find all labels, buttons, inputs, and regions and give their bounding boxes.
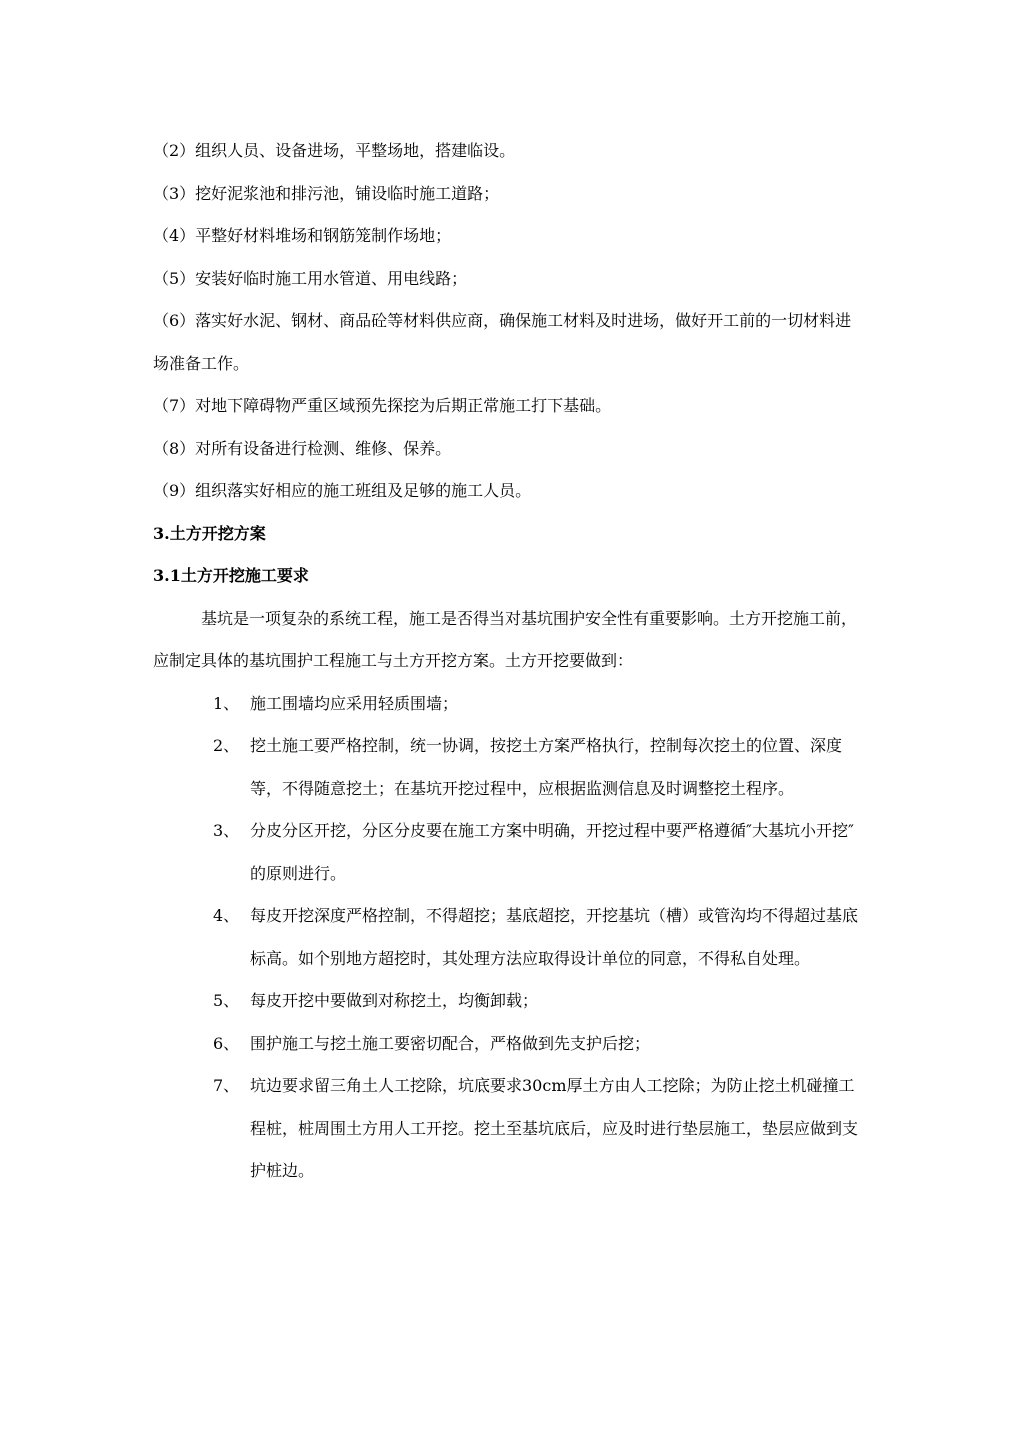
list-item-number: 1、: [213, 693, 240, 713]
intro-paragraph: 基坑是一项复杂的系统工程，施工是否得当对基坑围护安全性有重要影响。土方开挖施工前，应制定具体的基坑围护工程施工与土方开挖方案。土方开挖要做到：: [153, 608, 858, 670]
list-item-text: 每皮开挖深度严格控制，不得超挖；基底超挖，开挖基坑（槽）或管沟均不得超过基底标高。如个别地方超挖时，其处理方法应取得设计单位的同意，不得私自处理。: [250, 906, 859, 968]
list-item-text: 分皮分区开挖，分区分皮要在施工方案中明确，开挖过程中要严格遵循″大基坑小开挖″的原则进行。: [250, 821, 854, 883]
list-item-number: 2、: [213, 736, 240, 755]
list-item: [153, 980, 865, 1023]
list-item: [153, 683, 865, 726]
prep-item-5: （5）安装好临时施工用水管道、用电线路；: [153, 268, 468, 288]
list-item: [153, 895, 865, 980]
list-item-number: 5、: [213, 991, 240, 1010]
prep-item-6: （6）落实好水泥、钢材、商品砼等材料供应商，确保施工材料及时进场，做好开工前的一切材料进场准备工作。: [153, 311, 852, 373]
prep-item-7: （7）对地下障碍物严重区域预先探挖为后期正常施工打下基础。: [153, 396, 612, 415]
list-item: [153, 1065, 865, 1193]
subsection-heading: 3.1土方开挖施工要求: [153, 566, 309, 585]
list-item-number: 3、: [213, 821, 240, 840]
list-item-number: 6、: [213, 1033, 240, 1053]
list-item-text: 坑边要求留三角土人工挖除，坑底要求30cm厚土方由人工挖除；为防止挖土机碰撞工程桩，桩周围土方用人工开挖。挖土至基坑底后，应及时进行垫层施工，垫层应做到支护桩边。: [250, 1076, 859, 1180]
prep-item-9: （9）组织落实好相应的施工班组及足够的施工人员。: [153, 481, 532, 500]
requirements-list: [153, 683, 865, 1193]
list-item-number: 7、: [213, 1076, 240, 1095]
prep-item-4: （4）平整好材料堆场和钢筋笼制作场地；: [153, 226, 452, 245]
list-item-text: 施工围墙均应采用轻质围墙；: [250, 693, 459, 713]
section-heading: 3.土方开挖方案: [153, 523, 266, 543]
list-item: [153, 725, 865, 810]
list-item: [153, 1023, 865, 1066]
prep-item-3: （3）挖好泥浆池和排污池，铺设临时施工道路；: [153, 183, 500, 203]
list-item: [153, 810, 865, 895]
list-item-text: 围护施工与挖土施工要密切配合，严格做到先支护后挖；: [250, 1033, 651, 1053]
list-item-text: 每皮开挖中要做到对称挖土，均衡卸载；: [250, 991, 539, 1010]
list-item-text: 挖土施工要严格控制，统一协调，按挖土方案严格执行，控制每次挖土的位置、深度等，不得随意挖土；在基坑开挖过程中，应根据监测信息及时调整挖土程序。: [250, 736, 843, 798]
prep-item-2: （2）组织人员、设备进场，平整场地，搭建临设。: [153, 141, 516, 160]
list-item-number: 4、: [213, 906, 240, 925]
prep-item-8: （8）对所有设备进行检测、维修、保养。: [153, 438, 452, 458]
